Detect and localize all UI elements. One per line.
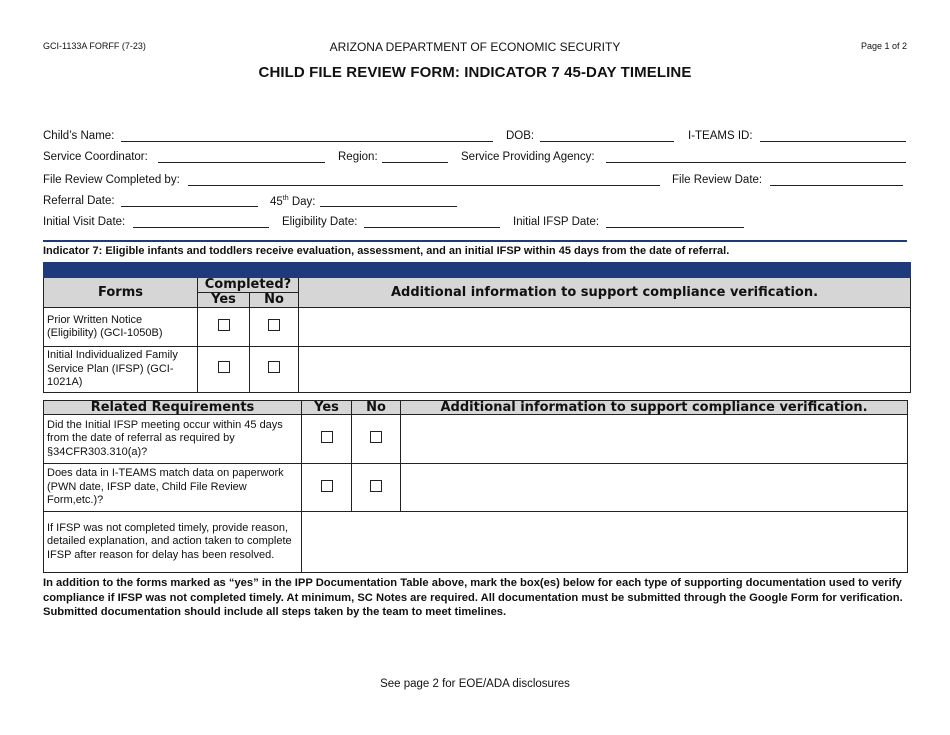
form-number: GCI-1133A FORFF (7-23) [43,41,146,51]
no-checkbox[interactable] [370,480,382,492]
col-additional-info: Additional information to support compliance verification. [401,401,908,415]
table-row [44,308,911,347]
file-review-completed-by-field[interactable] [188,185,660,186]
forms-table [43,262,911,393]
col-additional-info: Additional information to support compliance verification. [299,278,911,308]
region-field[interactable] [382,162,448,163]
dob-field[interactable] [540,141,674,142]
yes-checkbox[interactable] [321,480,333,492]
child-name-label: Child’s Name: [43,130,115,142]
additional-info-field[interactable] [401,415,908,464]
col-related-requirements: Related Requirements [44,401,302,415]
no-checkbox[interactable] [268,361,280,373]
yes-checkbox[interactable] [218,319,230,331]
file-review-date-field[interactable] [770,185,903,186]
documentation-note: In addition to the forms marked as “yes” in the IPP Documentation Table above, mark the box(es) below for each type of supporting documentation used to verify compliance if IFSP was not completed timely. At minimum, SC Notes are required. All documentation must be submitted through the Google Form for verification. Submitted documentation should include all steps taken by the team to meet timelines. [43,577,903,619]
file-review-completed-by-label: File Review Completed by: [43,174,180,186]
col-no: No [352,401,401,415]
initial-visit-date-label: Initial Visit Date: [43,216,126,228]
dob-label: DOB: [506,130,535,142]
additional-info-field[interactable] [299,347,911,393]
section-divider [43,240,907,242]
service-providing-agency-field[interactable] [606,162,906,163]
requirement-label: Does data in I-TEAMS match data on paperwork (PWN date, IFSP date, Child File Review Form,etc.)? [44,464,302,512]
additional-info-field[interactable] [302,512,908,573]
no-checkbox[interactable] [268,319,280,331]
col-no: No [250,293,299,308]
footer-text: See page 2 for EOE/ADA disclosures [380,678,570,690]
form-label: Initial Individualized Family Service Plan (IFSP) (GCI-1021A) [44,347,198,393]
service-providing-agency-label: Service Providing Agency: [461,151,595,163]
yes-checkbox[interactable] [218,361,230,373]
service-coordinator-label: Service Coordinator: [43,151,148,163]
file-review-date-label: File Review Date: [672,174,763,186]
indicator-text: Indicator 7: Eligible infants and toddlers receive evaluation, assessment, and an initial IFSP within 45 days from the date of referral. [43,245,730,257]
region-label: Region: [338,151,378,163]
requirement-label: Did the Initial IFSP meeting occur within 45 days from the date of referral as required by §34CFR303.310(a)? [44,415,302,464]
initial-visit-date-field[interactable] [133,227,269,228]
additional-info-field[interactable] [299,308,911,347]
child-name-field[interactable] [121,141,493,142]
col-completed: Completed? [198,278,299,293]
col-yes: Yes [302,401,352,415]
table-row [44,464,908,512]
initial-ifsp-date-label: Initial IFSP Date: [513,216,600,228]
agency-name: ARIZONA DEPARTMENT OF ECONOMIC SECURITY [329,40,621,54]
page-title: CHILD FILE REVIEW FORM: INDICATOR 7 45-DAY TIMELINE [258,64,692,81]
initial-ifsp-date-field[interactable] [606,227,744,228]
requirements-table [43,400,908,573]
eligibility-date-label: Eligibility Date: [282,216,358,228]
day-45-label: 45th Day: [270,195,316,208]
additional-info-field[interactable] [401,464,908,512]
table-row [44,415,908,464]
col-yes: Yes [198,293,250,308]
eligibility-date-field[interactable] [364,227,500,228]
table-row [44,512,908,573]
yes-checkbox[interactable] [321,431,333,443]
service-coordinator-field[interactable] [158,162,325,163]
page-number: Page 1 of 2 [860,41,907,51]
day-45-field[interactable] [320,206,457,207]
requirement-label: If IFSP was not completed timely, provide reason, detailed explanation, and action taken to complete IFSP after reason for delay has been resolved. [44,512,302,573]
form-label: Prior Written Notice (Eligibility) (GCI-1050B) [44,308,198,347]
no-checkbox[interactable] [370,431,382,443]
table-navy-bar [44,263,911,278]
referral-date-label: Referral Date: [43,195,115,207]
col-forms: Forms [44,278,198,308]
referral-date-field[interactable] [121,206,258,207]
table-row [44,347,911,393]
iteams-id-label: I-TEAMS ID: [688,130,753,142]
iteams-id-field[interactable] [760,141,906,142]
